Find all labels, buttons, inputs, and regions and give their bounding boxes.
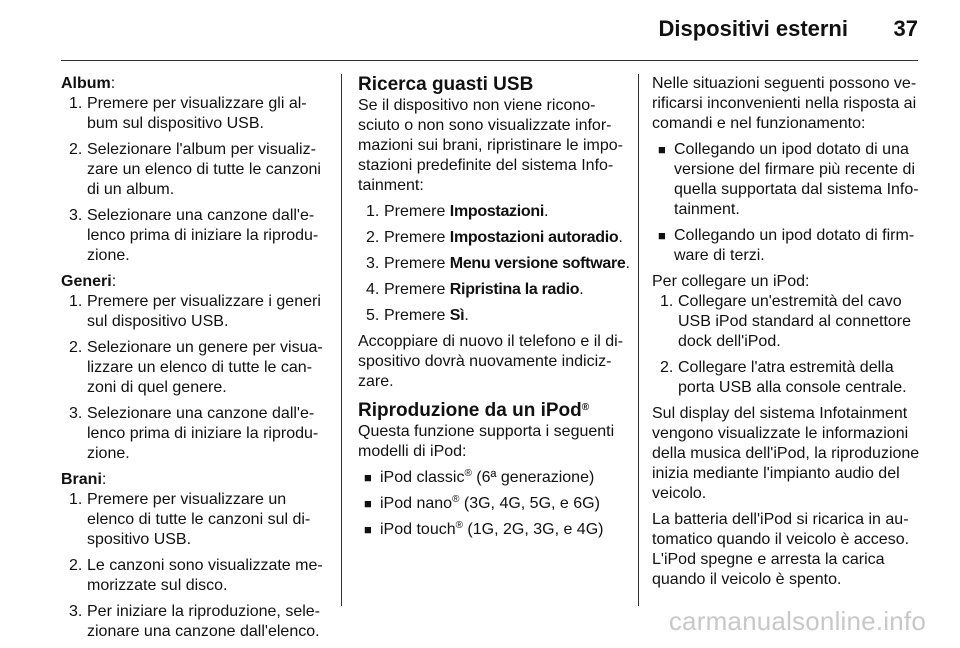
text-line: ware di terzi. bbox=[674, 247, 765, 264]
menu-option-ripristina-radio: Ripristina la radio bbox=[449, 281, 580, 298]
text-line: zare. bbox=[358, 373, 394, 390]
menu-option-impostazioni-autoradio: Impostazioni autoradio bbox=[449, 229, 619, 246]
text-line: Le canzoni sono visualizzate me- bbox=[87, 557, 323, 574]
connect-intro: Per collegare un iPod: bbox=[652, 273, 810, 290]
watermark: carmanualsonline.info bbox=[668, 606, 926, 636]
text-line: zionare una canzone dall'elenco. bbox=[87, 623, 320, 640]
menu-option-si: Sì bbox=[449, 307, 465, 324]
list-item: 5. Premere Sì. bbox=[366, 307, 469, 324]
list-item bbox=[652, 226, 922, 266]
text-line: elenco di tutte le canzoni sul di- bbox=[87, 511, 311, 528]
list-item: 1. Premere per visualizzare gli al- bum sul dispositivo USB. bbox=[61, 94, 328, 134]
text-line: morizzate sul disco. bbox=[87, 577, 228, 594]
text-line: lenco prima di iniziare la riprodu- bbox=[87, 227, 319, 244]
album-section: Album: 1. Premere per visualizzare gli al- bum sul dispositivo USB. 2. Selezionare l'album per visualiz- zare un elenco di tutte le canzoni di un album. 3. Selezionare una canzone dall'e- lenco prima di iniziare la riprodu- zione. bbox=[61, 74, 328, 266]
usb-intro bbox=[358, 96, 624, 196]
text-line: quella supportata dal sistema Info- bbox=[674, 181, 919, 198]
issues-intro bbox=[652, 74, 922, 134]
menu-option-versione-software: Menu versione software bbox=[449, 255, 626, 272]
text-line: veicolo. bbox=[652, 485, 707, 502]
ipod-model-detail: (3G, 4G, 5G, e 6G) bbox=[459, 495, 600, 512]
text-line: lenco prima di iniziare la riprodu- bbox=[87, 425, 319, 442]
text-line: Premere per visualizzare i generi bbox=[87, 293, 321, 310]
text-line: Per iniziare la riproduzione, sele- bbox=[87, 603, 320, 620]
text-line: Collegando un ipod dotato di firm- bbox=[674, 227, 915, 244]
bullet-icon: ■ bbox=[658, 228, 666, 243]
generi-section: Generi: 1. Premere per visualizzare i generi sul dispositivo USB. 2. Selezionare un genere per visua- lizzare un elenco di tutte le can- zoni di quel genere. 3. Selezionare una canzone dall'e- lenco prima di iniziare la riprodu- zione. bbox=[61, 272, 328, 464]
text-line: L'iPod spegne e arresta la carica bbox=[652, 551, 885, 568]
ipod-model-detail: (6ª generazione) bbox=[471, 469, 595, 486]
text-line: Questa funzione supporta i seguenti bbox=[358, 423, 615, 440]
step-text: Premere bbox=[384, 203, 450, 220]
text-line: stazioni predefinite del sistema Info- bbox=[358, 157, 614, 174]
ipod-heading-text: Riproduzione da un iPod bbox=[358, 400, 582, 421]
text-line: Se il dispositivo non viene ricono- bbox=[358, 97, 596, 114]
list-item: 2. Premere Impostazioni autoradio. bbox=[366, 229, 623, 246]
brani-label: Brani bbox=[61, 471, 102, 488]
text-line: tomatico quando il veicolo è acceso. bbox=[652, 531, 910, 548]
list-item: 4. Premere Ripristina la radio. bbox=[366, 281, 584, 298]
text-line: lizzare un elenco di tutte le can- bbox=[87, 359, 313, 376]
list-item bbox=[358, 520, 624, 540]
ipod-intro bbox=[358, 422, 624, 462]
text-line: spositivo USB. bbox=[87, 531, 192, 548]
step-text: Premere bbox=[384, 255, 450, 272]
step-suffix: . bbox=[543, 203, 549, 220]
registered-mark: ® bbox=[455, 520, 463, 531]
text-line: vengono visualizzate le informazioni bbox=[652, 425, 909, 442]
ipod-model-detail: (1G, 2G, 3G, e 4G) bbox=[462, 521, 604, 538]
text-line: porta USB alla console centrale. bbox=[678, 379, 907, 396]
text-line: Premere per visualizzare un bbox=[87, 491, 287, 508]
text-line: di un album. bbox=[87, 181, 175, 198]
text-line: Premere per visualizzare gli al- bbox=[87, 95, 307, 112]
text-line: Selezionare una canzone dall'e- bbox=[87, 405, 315, 422]
page-number: 37 bbox=[893, 16, 918, 41]
text-line: tainment. bbox=[674, 201, 740, 218]
registered-mark: ® bbox=[581, 402, 590, 413]
text-line: modelli di iPod: bbox=[358, 443, 467, 460]
list-item bbox=[358, 494, 624, 514]
text-line: inizia mediante l'impianto audio del bbox=[652, 465, 900, 482]
step-suffix: . bbox=[618, 229, 623, 246]
column-right bbox=[652, 74, 922, 596]
text-line: zione. bbox=[87, 445, 130, 462]
list-item: 1. Collegare un'estremità del cavo USB iPod standard al connettore dock dell'iPod. bbox=[652, 292, 922, 352]
list-item: 2. Le canzoni sono visualizzate me- morizzate sul disco. bbox=[61, 556, 328, 596]
usb-troubleshooting-heading: Ricerca guasti USB bbox=[358, 74, 534, 95]
step-suffix: . bbox=[464, 307, 469, 324]
ipod-model-name: iPod classic bbox=[380, 469, 465, 486]
step-text: Premere bbox=[384, 229, 450, 246]
list-item bbox=[652, 140, 922, 220]
text-line: mazioni sui brani, ripristinare le impo- bbox=[358, 137, 623, 154]
paragraph-infotainment bbox=[652, 404, 922, 504]
text-line: Selezionare un genere per visua- bbox=[87, 339, 323, 356]
bullet-icon: ■ bbox=[658, 142, 666, 157]
page-section-title: Dispositivi esterni bbox=[658, 16, 848, 41]
list-item: 3. Selezionare una canzone dall'e- lenco prima di iniziare la riprodu- zione. bbox=[61, 206, 328, 266]
text-line: rificarsi inconvenienti nella risposta ai bbox=[652, 95, 917, 112]
step-suffix: . bbox=[579, 281, 584, 298]
list-item: 3. Selezionare una canzone dall'e- lenco prima di iniziare la riprodu- zione. bbox=[61, 404, 328, 464]
album-label: Album bbox=[61, 75, 111, 92]
text-line: versione del firmare più recente di bbox=[674, 161, 916, 178]
text-line: zione. bbox=[87, 247, 130, 264]
text-line: zoni di quel genere. bbox=[87, 379, 227, 396]
list-item: 2. Selezionare l'album per visualiz- zare un elenco di tutte le canzoni di un album. bbox=[61, 140, 328, 200]
text-line: Selezionare l'album per visualiz- bbox=[87, 141, 316, 158]
bullet-icon: ■ bbox=[364, 496, 372, 511]
bullet-icon: ■ bbox=[364, 470, 372, 485]
step-suffix: . bbox=[625, 255, 630, 272]
ipod-heading bbox=[358, 400, 624, 422]
text-line: quando il veicolo è spento. bbox=[652, 571, 842, 588]
header-divider bbox=[61, 60, 918, 61]
text-line: bum sul dispositivo USB. bbox=[87, 115, 264, 132]
paragraph-battery bbox=[652, 510, 922, 590]
menu-option-impostazioni: Impostazioni bbox=[449, 203, 544, 220]
text-line: Accoppiare di nuovo il telefono e il di- bbox=[358, 333, 624, 350]
list-item: 1. Premere per visualizzare i generi sul dispositivo USB. bbox=[61, 292, 328, 332]
list-item: 3. Premere Menu versione software. bbox=[366, 255, 630, 272]
ipod-model-name: iPod touch bbox=[380, 521, 456, 538]
column-divider-left bbox=[341, 74, 342, 606]
text-line: Selezionare una canzone dall'e- bbox=[87, 207, 315, 224]
list-item bbox=[358, 468, 624, 488]
text-line: Collegare un'estremità del cavo bbox=[678, 293, 902, 310]
text-line: della musica dell'iPod, la riproduzione bbox=[652, 445, 920, 462]
text-line: tainment: bbox=[358, 177, 424, 194]
text-line: dock dell'iPod. bbox=[678, 333, 781, 350]
text-line: zare un elenco di tutte le canzoni bbox=[87, 161, 321, 178]
registered-mark: ® bbox=[464, 468, 472, 479]
text-line: Collegare l'atra estremità della bbox=[678, 359, 894, 376]
text-line: USB iPod standard al connettore bbox=[678, 313, 912, 330]
text-line: Collegando un ipod dotato di una bbox=[674, 141, 909, 158]
list-item: 3. Per iniziare la riproduzione, sele- zionare una canzone dall'elenco. bbox=[61, 602, 328, 642]
ipod-model-name: iPod nano bbox=[380, 495, 453, 512]
generi-label: Generi bbox=[61, 273, 112, 290]
list-item: 2. Collegare l'atra estremità della porta USB alla console centrale. bbox=[652, 358, 922, 398]
text-line: sul dispositivo USB. bbox=[87, 313, 229, 330]
step-text: Premere bbox=[384, 307, 450, 324]
registered-mark: ® bbox=[452, 494, 460, 505]
text-line: La batteria dell'iPod si ricarica in au- bbox=[652, 511, 909, 528]
column-divider-right bbox=[638, 74, 639, 606]
column-middle bbox=[358, 74, 630, 546]
list-item: 2. Selezionare un genere per visua- lizzare un elenco di tutte le can- zoni di quel genere. bbox=[61, 338, 328, 398]
list-item: 1. Premere per visualizzare un elenco di tutte le canzoni sul di- spositivo USB. bbox=[61, 490, 328, 550]
step-text: Premere bbox=[384, 281, 450, 298]
list-item: 1. Premere Impostazioni. bbox=[366, 203, 549, 220]
usb-outro bbox=[358, 332, 624, 392]
text-line: spositivo dovrà nuovamente indiciz- bbox=[358, 353, 612, 370]
text-line: Nelle situazioni seguenti possono ve- bbox=[652, 75, 917, 92]
text-line: sciuto o non sono visualizzate infor- bbox=[358, 117, 612, 134]
bullet-icon: ■ bbox=[364, 522, 372, 537]
text-line: comandi e nel funzionamento: bbox=[652, 115, 866, 132]
column-left bbox=[61, 74, 328, 648]
text-line: Sul display del sistema Infotainment bbox=[652, 405, 908, 422]
brani-section: Brani: 1. Premere per visualizzare un elenco di tutte le canzoni sul di- spositivo USB. 2. Le canzoni sono visualizzate me- morizzate sul disco. 3. Per iniziare la riproduzione, sele- zionare una canzone dall'elenco. bbox=[61, 470, 328, 642]
